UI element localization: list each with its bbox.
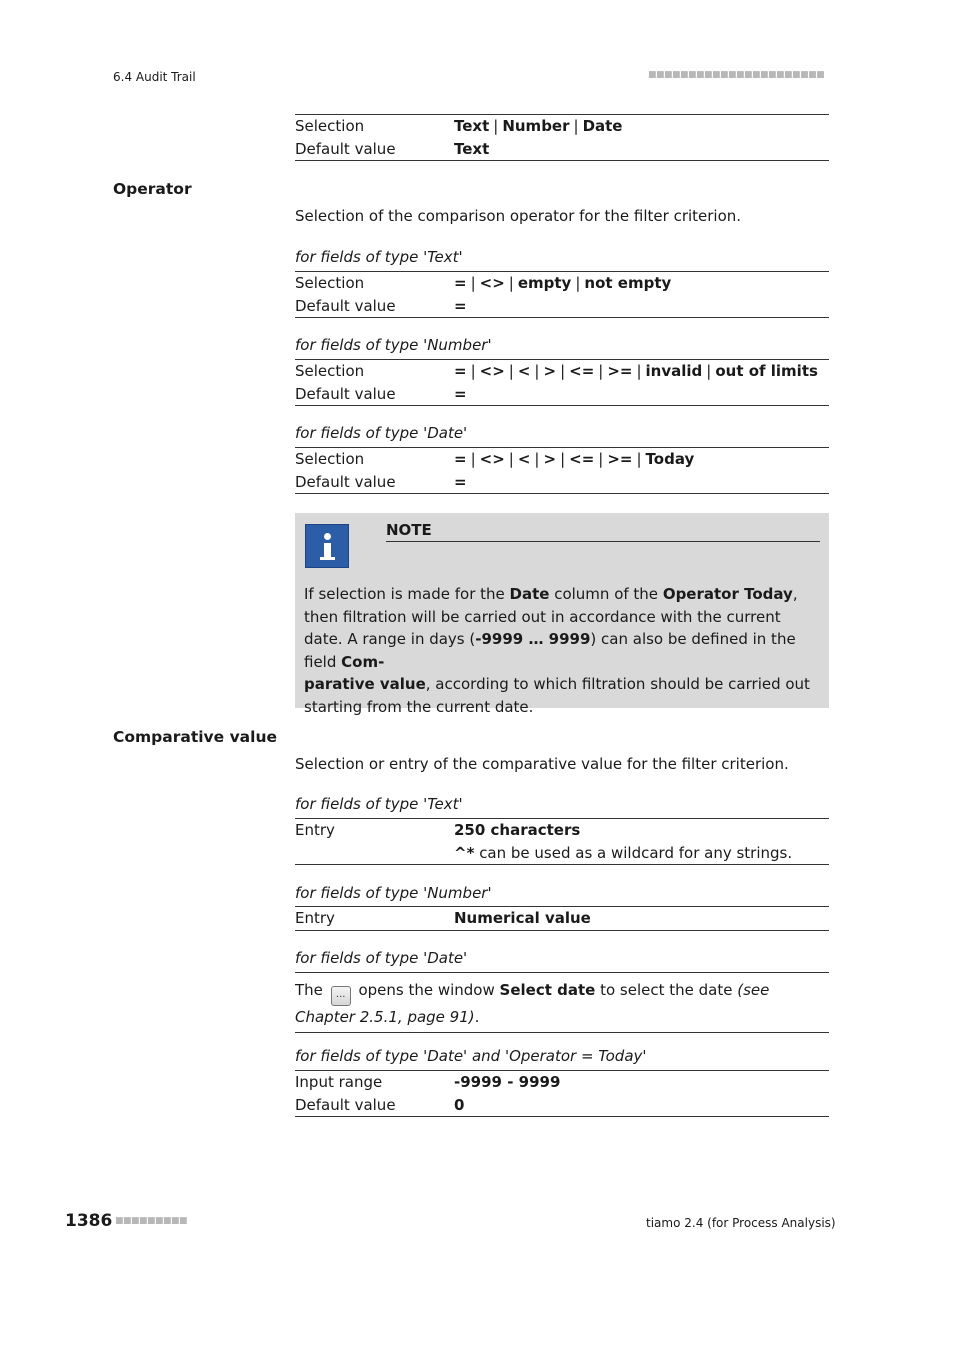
- row-value: Text | Number | Date: [454, 117, 623, 135]
- row-value: = | <> | < | > | <= | >= | Today: [454, 450, 695, 468]
- row-value: 0: [454, 1095, 465, 1114]
- row-key: Default value: [295, 139, 396, 158]
- comparative-today-subheading: for fields of type 'Date' and 'Operator = Today': [295, 1047, 647, 1065]
- table-row: [295, 272, 829, 295]
- row-key: Default value: [295, 472, 396, 491]
- row-key: Selection: [295, 362, 365, 380]
- table-row: [295, 448, 829, 471]
- row-key: Selection: [295, 274, 365, 292]
- row-value: Text: [454, 139, 490, 158]
- comparative-text-table: [295, 818, 829, 865]
- row-key: Entry: [295, 821, 335, 839]
- row-value: =: [454, 384, 467, 403]
- chapter-reference[interactable]: (see Chapter 2.5.1, page 91): [295, 981, 770, 1026]
- row-value: = | <> | < | > | <= | >= | invalid | out of limits: [454, 362, 818, 380]
- data-type-table: [295, 114, 829, 161]
- comparative-number-table: [295, 906, 829, 931]
- note-title: NOTE: [386, 521, 820, 542]
- operator-heading: Operator: [113, 180, 192, 198]
- comparative-today-table: [295, 1070, 829, 1117]
- footer-dots: ■■■■■■■■■: [115, 1216, 188, 1226]
- note-box: [295, 513, 829, 716]
- comparative-description: Selection or entry of the comparative value for the filter criterion.: [295, 755, 789, 773]
- table-row: [295, 360, 829, 383]
- operator-text-table: [295, 271, 829, 318]
- wildcard-note: ^* can be used as a wildcard for any strings.: [454, 843, 793, 862]
- table-row: [295, 383, 829, 406]
- row-value: = | <> | empty | not empty: [454, 274, 672, 292]
- page-number: 1386: [65, 1211, 113, 1231]
- row-key: Selection: [295, 117, 365, 135]
- row-key: Default value: [295, 1095, 396, 1114]
- table-row: [295, 1071, 829, 1094]
- row-key: Default value: [295, 384, 396, 403]
- operator-date-subheading: for fields of type 'Date': [295, 424, 468, 442]
- table-row: [295, 907, 829, 930]
- table-row: [295, 138, 829, 161]
- comparative-date-subheading: for fields of type 'Date': [295, 949, 468, 967]
- operator-number-table: [295, 359, 829, 406]
- running-header: 6.4 Audit Trail: [113, 70, 196, 84]
- note-text: If selection is made for the Date column of the Operator Today, then filtration will be carried out in accordance with the current date. A range in days (-9999 … 9999) can also be defined in the field Com- parative value, according to which filtration should be carried out starting from the current date.: [304, 585, 810, 716]
- row-key: Default value: [295, 296, 396, 315]
- comparative-number-subheading: for fields of type 'Number': [295, 884, 492, 902]
- row-key: Selection: [295, 450, 365, 468]
- operator-number-subheading: for fields of type 'Number': [295, 336, 492, 354]
- table-row: [295, 842, 829, 865]
- table-row: [295, 471, 829, 494]
- row-key: Input range: [295, 1073, 383, 1091]
- row-value: =: [454, 296, 467, 315]
- row-value: 250 characters: [454, 821, 581, 839]
- header-dots: ■■■■■■■■■■■■■■■■■■■■■■: [648, 70, 825, 80]
- ellipsis-button-icon: ...: [331, 986, 351, 1006]
- operator-date-table: [295, 447, 829, 494]
- info-icon: [305, 524, 349, 568]
- table-row: [295, 295, 829, 318]
- table-row: [295, 819, 829, 842]
- comparative-date-block: The ... opens the window Select date to select the date (see Chapter 2.5.1, page 91).: [295, 972, 829, 1033]
- operator-description: Selection of the comparison operator for the filter criterion.: [295, 207, 742, 225]
- operator-text-subheading: for fields of type 'Text': [295, 248, 463, 266]
- table-row: [295, 115, 829, 138]
- row-value: =: [454, 472, 467, 491]
- row-value: Numerical value: [454, 909, 591, 927]
- comparative-heading: Comparative value: [113, 728, 277, 746]
- footer-product: tiamo 2.4 (for Process Analysis): [646, 1216, 836, 1230]
- row-value: -9999 - 9999: [454, 1073, 561, 1091]
- table-row: [295, 1094, 829, 1117]
- comparative-text-subheading: for fields of type 'Text': [295, 795, 463, 813]
- row-key: Entry: [295, 909, 335, 927]
